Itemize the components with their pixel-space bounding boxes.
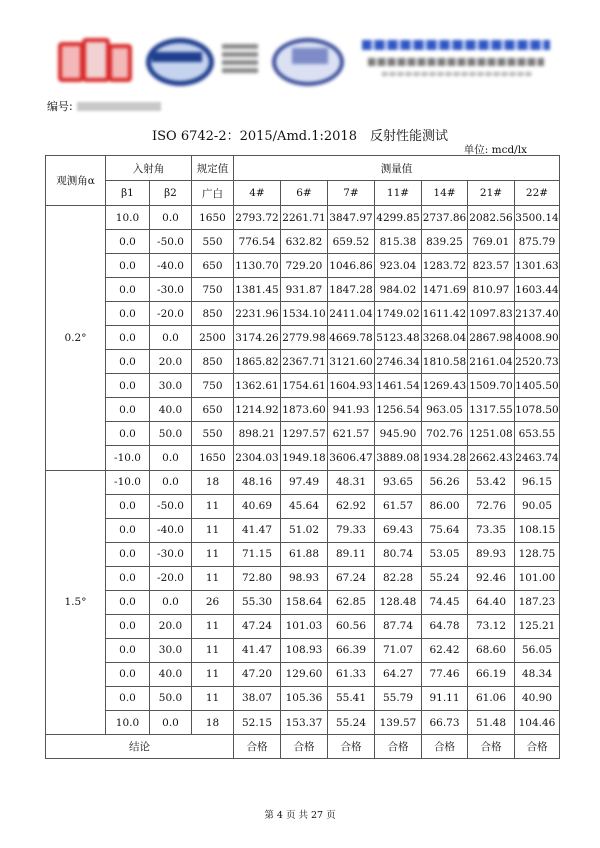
beta1-cell: 0.0 xyxy=(106,686,150,710)
beta2-cell: 30.0 xyxy=(150,374,192,398)
table-row xyxy=(46,494,560,518)
measured-value-cell: 38.07 xyxy=(234,686,281,710)
report-header xyxy=(0,0,600,100)
beta2-cell: 0.0 xyxy=(150,206,192,230)
measured-value-cell: 51.02 xyxy=(281,518,328,542)
measured-value-cell: 1604.93 xyxy=(328,374,375,398)
measured-value-cell: 2082.56 xyxy=(468,206,515,230)
beta1-cell: 0.0 xyxy=(106,374,150,398)
measured-value-cell: 1873.60 xyxy=(281,398,328,422)
measured-value-cell: 101.03 xyxy=(281,614,328,638)
measured-value-cell: 55.24 xyxy=(328,710,375,734)
measured-value-cell: 1381.45 xyxy=(234,278,281,302)
measured-value-cell: 839.25 xyxy=(422,230,468,254)
measured-value-cell: 2793.72 xyxy=(234,206,281,230)
measured-value-cell: 89.11 xyxy=(328,542,375,566)
measured-value-cell: 74.45 xyxy=(422,590,468,614)
beta2-cell: -30.0 xyxy=(150,278,192,302)
table-row xyxy=(46,566,560,590)
measured-value-cell: 56.05 xyxy=(515,638,560,662)
beta1-cell: 0.0 xyxy=(106,614,150,638)
measured-value-cell: 653.55 xyxy=(515,422,560,446)
measured-value-cell: 53.42 xyxy=(468,470,515,494)
accreditation-mark-icon xyxy=(222,44,258,80)
measured-value-cell: 62.42 xyxy=(422,638,468,662)
measured-value-cell: 1749.02 xyxy=(375,302,422,326)
beta1-cell: -10.0 xyxy=(106,470,150,494)
beta1-cell: 0.0 xyxy=(106,518,150,542)
measured-value-cell: 92.46 xyxy=(468,566,515,590)
beta1-cell: 10.0 xyxy=(106,710,150,734)
measured-value-cell: 1301.63 xyxy=(515,254,560,278)
conclusion-cell: 合格 xyxy=(515,735,560,759)
measured-value-cell: 56.26 xyxy=(422,470,468,494)
measured-value-cell: 1046.86 xyxy=(328,254,375,278)
measured-value-cell: 632.82 xyxy=(281,230,328,254)
measured-value-cell: 93.65 xyxy=(375,470,422,494)
beta2-cell: -20.0 xyxy=(150,302,192,326)
beta1-cell: 0.0 xyxy=(106,350,150,374)
measured-value-cell: 1754.61 xyxy=(281,374,328,398)
cma-logo xyxy=(58,38,130,82)
beta2-cell: 0.0 xyxy=(150,446,192,470)
measured-value-cell: 1509.70 xyxy=(468,374,515,398)
measured-value-cell: 2411.04 xyxy=(328,302,375,326)
retroreflection-table xyxy=(45,155,560,759)
specified-value-cell: 750 xyxy=(192,374,234,398)
sample-header: 14# xyxy=(422,181,468,206)
measured-value-cell: 1078.50 xyxy=(515,398,560,422)
measured-value-cell: 4299.85 xyxy=(375,206,422,230)
measured-value-cell: 125.21 xyxy=(515,614,560,638)
measured-value-cell: 108.93 xyxy=(281,638,328,662)
measured-value-cell: 702.76 xyxy=(422,422,468,446)
measured-value-cell: 2304.03 xyxy=(234,446,281,470)
measured-value-cell: 108.15 xyxy=(515,518,560,542)
beta2-cell: 0.0 xyxy=(150,710,192,734)
measured-value-cell: 2231.96 xyxy=(234,302,281,326)
organization-name-logo xyxy=(362,40,550,80)
measured-value-cell: 48.16 xyxy=(234,470,281,494)
measured-value-cell: 82.28 xyxy=(375,566,422,590)
measured-value-cell: 2779.98 xyxy=(281,326,328,350)
measured-value-cell: 5123.48 xyxy=(375,326,422,350)
measured-value-cell: 1461.54 xyxy=(375,374,422,398)
conclusion-row xyxy=(46,735,560,759)
entrance-angle-header: 入射角 xyxy=(106,156,192,181)
specified-value-cell: 2500 xyxy=(192,326,234,350)
measured-value-cell: 72.80 xyxy=(234,566,281,590)
table-row xyxy=(46,710,560,734)
conclusion-cell: 合格 xyxy=(281,735,328,759)
measured-value-cell: 2662.43 xyxy=(468,446,515,470)
measured-value-cell: 3606.47 xyxy=(328,446,375,470)
measured-value-cell: 1362.61 xyxy=(234,374,281,398)
measured-value-cell: 52.15 xyxy=(234,710,281,734)
measured-value-cell: 55.24 xyxy=(422,566,468,590)
measured-value-cell: 64.27 xyxy=(375,662,422,686)
specified-value-cell: 11 xyxy=(192,566,234,590)
measured-value-cell: 64.78 xyxy=(422,614,468,638)
measured-value-cell: 4008.90 xyxy=(515,326,560,350)
beta2-cell: 50.0 xyxy=(150,686,192,710)
measured-value-cell: 1847.28 xyxy=(328,278,375,302)
measured-value-cell: 1214.92 xyxy=(234,398,281,422)
measured-value-cell: 3268.04 xyxy=(422,326,468,350)
measured-value-cell: 153.37 xyxy=(281,710,328,734)
beta1-header: β1 xyxy=(106,181,150,206)
beta1-cell: 0.0 xyxy=(106,590,150,614)
specified-value-cell: 1650 xyxy=(192,446,234,470)
measured-value-cell: 2737.86 xyxy=(422,206,468,230)
beta2-cell: 0.0 xyxy=(150,470,192,494)
specified-value-cell: 18 xyxy=(192,710,234,734)
measured-value-cell: 71.15 xyxy=(234,542,281,566)
measured-value-cell: 105.36 xyxy=(281,686,328,710)
beta2-cell: 30.0 xyxy=(150,638,192,662)
sample-header: 7# xyxy=(328,181,375,206)
beta1-cell: -10.0 xyxy=(106,446,150,470)
beta1-cell: 0.0 xyxy=(106,566,150,590)
table-row xyxy=(46,278,560,302)
measured-value-cell: 90.05 xyxy=(515,494,560,518)
specified-value-cell: 650 xyxy=(192,398,234,422)
table-row xyxy=(46,326,560,350)
measured-value-cell: 66.73 xyxy=(422,710,468,734)
measured-value-cell: 47.24 xyxy=(234,614,281,638)
specified-value-cell: 550 xyxy=(192,422,234,446)
measured-value-cell: 1471.69 xyxy=(422,278,468,302)
beta2-cell: 0.0 xyxy=(150,326,192,350)
measured-value-cell: 55.41 xyxy=(328,686,375,710)
measured-value-cell: 898.21 xyxy=(234,422,281,446)
page-footer: 第 4 页 共 27 页 xyxy=(264,810,336,821)
measured-value-cell: 4669.78 xyxy=(328,326,375,350)
table-row xyxy=(46,590,560,614)
measured-value-cell: 769.01 xyxy=(468,230,515,254)
beta2-header: β2 xyxy=(150,181,192,206)
measured-value-cell: 1611.42 xyxy=(422,302,468,326)
table-row xyxy=(46,662,560,686)
measured-value-cell: 80.74 xyxy=(375,542,422,566)
measured-value-cell: 128.75 xyxy=(515,542,560,566)
measured-value-cell: 1949.18 xyxy=(281,446,328,470)
beta1-cell: 0.0 xyxy=(106,398,150,422)
measured-value-cell: 128.48 xyxy=(375,590,422,614)
measured-value-cell: 101.00 xyxy=(515,566,560,590)
table-header-row xyxy=(46,156,560,181)
measured-value-cell: 41.47 xyxy=(234,638,281,662)
specified-value-cell: 11 xyxy=(192,614,234,638)
measured-value-cell: 129.60 xyxy=(281,662,328,686)
measured-value-cell: 3174.26 xyxy=(234,326,281,350)
specified-value-cell: 1650 xyxy=(192,206,234,230)
beta1-cell: 0.0 xyxy=(106,542,150,566)
beta1-cell: 0.0 xyxy=(106,302,150,326)
measured-value-cell: 875.79 xyxy=(515,230,560,254)
measured-value-cell: 69.43 xyxy=(375,518,422,542)
specified-value-header: 规定值 xyxy=(192,156,234,181)
measured-value-cell: 2137.40 xyxy=(515,302,560,326)
measured-value-header: 测量值 xyxy=(234,156,560,181)
beta2-cell: 20.0 xyxy=(150,350,192,374)
specified-value-cell: 11 xyxy=(192,518,234,542)
measured-value-cell: 66.39 xyxy=(328,638,375,662)
measured-value-cell: 1405.50 xyxy=(515,374,560,398)
beta2-cell: -50.0 xyxy=(150,230,192,254)
table-row xyxy=(46,518,560,542)
measured-value-cell: 77.46 xyxy=(422,662,468,686)
table-row xyxy=(46,206,560,230)
document-number xyxy=(47,98,161,114)
beta1-cell: 0.0 xyxy=(106,422,150,446)
specified-value-cell: 11 xyxy=(192,494,234,518)
measured-value-cell: 158.64 xyxy=(281,590,328,614)
table-subheader-row xyxy=(46,181,560,206)
measured-value-cell: 1810.58 xyxy=(422,350,468,374)
measured-value-cell: 2867.98 xyxy=(468,326,515,350)
measured-value-cell: 91.11 xyxy=(422,686,468,710)
sample-header: 6# xyxy=(281,181,328,206)
measured-value-cell: 86.00 xyxy=(422,494,468,518)
measured-value-cell: 47.20 xyxy=(234,662,281,686)
measured-value-cell: 815.38 xyxy=(375,230,422,254)
conclusion-cell: 合格 xyxy=(422,735,468,759)
measured-value-cell: 2261.71 xyxy=(281,206,328,230)
measured-value-cell: 1130.70 xyxy=(234,254,281,278)
table-row xyxy=(46,230,560,254)
table-row xyxy=(46,398,560,422)
measured-value-cell: 931.87 xyxy=(281,278,328,302)
beta1-cell: 10.0 xyxy=(106,206,150,230)
measured-value-cell: 55.79 xyxy=(375,686,422,710)
measured-value-cell: 75.64 xyxy=(422,518,468,542)
measured-value-cell: 72.76 xyxy=(468,494,515,518)
measured-value-cell: 3847.97 xyxy=(328,206,375,230)
measured-value-cell: 62.85 xyxy=(328,590,375,614)
measured-value-cell: 1534.10 xyxy=(281,302,328,326)
specified-value-cell: 18 xyxy=(192,470,234,494)
measured-value-cell: 1865.82 xyxy=(234,350,281,374)
measured-value-cell: 1251.08 xyxy=(468,422,515,446)
beta2-cell: -50.0 xyxy=(150,494,192,518)
color-header: 广白 xyxy=(192,181,234,206)
beta2-cell: 40.0 xyxy=(150,662,192,686)
sample-header: 21# xyxy=(468,181,515,206)
measured-value-cell: 64.40 xyxy=(468,590,515,614)
beta1-cell: 0.0 xyxy=(106,278,150,302)
measured-value-cell: 1097.83 xyxy=(468,302,515,326)
measured-value-cell: 96.15 xyxy=(515,470,560,494)
measured-value-cell: 923.04 xyxy=(375,254,422,278)
measured-value-cell: 3500.14 xyxy=(515,206,560,230)
measured-value-cell: 621.57 xyxy=(328,422,375,446)
table-row xyxy=(46,614,560,638)
measured-value-cell: 71.07 xyxy=(375,638,422,662)
measured-value-cell: 139.57 xyxy=(375,710,422,734)
measured-value-cell: 963.05 xyxy=(422,398,468,422)
measured-value-cell: 941.93 xyxy=(328,398,375,422)
measured-value-cell: 51.48 xyxy=(468,710,515,734)
observation-angle-cell: 0.2° xyxy=(46,206,106,471)
beta2-cell: 0.0 xyxy=(150,590,192,614)
table-row xyxy=(46,302,560,326)
measured-value-cell: 659.52 xyxy=(328,230,375,254)
measured-value-cell: 3121.60 xyxy=(328,350,375,374)
unit-label: 单位: mcd/lx xyxy=(463,144,527,156)
table-row xyxy=(46,686,560,710)
measured-value-cell: 823.57 xyxy=(468,254,515,278)
measured-value-cell: 187.23 xyxy=(515,590,560,614)
measured-value-cell: 61.88 xyxy=(281,542,328,566)
measured-value-cell: 62.92 xyxy=(328,494,375,518)
observation-angle-header: 观测角α xyxy=(46,156,106,206)
beta1-cell: 0.0 xyxy=(106,494,150,518)
measured-value-cell: 98.93 xyxy=(281,566,328,590)
sample-header: 22# xyxy=(515,181,560,206)
conclusion-cell: 合格 xyxy=(328,735,375,759)
measured-value-cell: 97.49 xyxy=(281,470,328,494)
beta2-cell: 50.0 xyxy=(150,422,192,446)
specified-value-cell: 850 xyxy=(192,350,234,374)
measured-value-cell: 61.57 xyxy=(375,494,422,518)
beta1-cell: 0.0 xyxy=(106,230,150,254)
table-row xyxy=(46,542,560,566)
specified-value-cell: 850 xyxy=(192,302,234,326)
measured-value-cell: 68.60 xyxy=(468,638,515,662)
measured-value-cell: 2746.34 xyxy=(375,350,422,374)
measured-value-cell: 2367.71 xyxy=(281,350,328,374)
measured-value-cell: 1934.28 xyxy=(422,446,468,470)
beta2-cell: -40.0 xyxy=(150,518,192,542)
measured-value-cell: 40.90 xyxy=(515,686,560,710)
table-row xyxy=(46,350,560,374)
specified-value-cell: 11 xyxy=(192,638,234,662)
conclusion-cell: 合格 xyxy=(468,735,515,759)
measured-value-cell: 1317.55 xyxy=(468,398,515,422)
measured-value-cell: 2161.04 xyxy=(468,350,515,374)
sample-header: 11# xyxy=(375,181,422,206)
measured-value-cell: 1256.54 xyxy=(375,398,422,422)
observation-angle-cell: 1.5° xyxy=(46,470,106,735)
measured-value-cell: 729.20 xyxy=(281,254,328,278)
measured-value-cell: 73.35 xyxy=(468,518,515,542)
measured-value-cell: 61.06 xyxy=(468,686,515,710)
redacted-number xyxy=(77,102,161,111)
beta2-cell: 40.0 xyxy=(150,398,192,422)
measured-value-cell: 79.33 xyxy=(328,518,375,542)
measured-value-cell: 67.24 xyxy=(328,566,375,590)
measured-value-cell: 73.12 xyxy=(468,614,515,638)
conclusion-cell: 合格 xyxy=(234,735,281,759)
measured-value-cell: 55.30 xyxy=(234,590,281,614)
table-row xyxy=(46,422,560,446)
beta2-cell: -40.0 xyxy=(150,254,192,278)
measured-value-cell: 945.90 xyxy=(375,422,422,446)
beta1-cell: 0.0 xyxy=(106,326,150,350)
measured-value-cell: 48.34 xyxy=(515,662,560,686)
measured-value-cell: 1297.57 xyxy=(281,422,328,446)
beta1-cell: 0.0 xyxy=(106,662,150,686)
measured-value-cell: 60.56 xyxy=(328,614,375,638)
sample-header: 4# xyxy=(234,181,281,206)
beta2-cell: -20.0 xyxy=(150,566,192,590)
measured-value-cell: 45.64 xyxy=(281,494,328,518)
specified-value-cell: 650 xyxy=(192,254,234,278)
measured-value-cell: 87.74 xyxy=(375,614,422,638)
measured-value-cell: 61.33 xyxy=(328,662,375,686)
measured-value-cell: 2463.74 xyxy=(515,446,560,470)
table-row xyxy=(46,638,560,662)
measured-value-cell: 40.69 xyxy=(234,494,281,518)
table-row xyxy=(46,374,560,398)
specified-value-cell: 11 xyxy=(192,686,234,710)
ilac-logo xyxy=(272,38,344,82)
page-title: ISO 6742-2：2015/Amd.1:2018 反射性能测试 xyxy=(152,129,448,144)
beta2-cell: -30.0 xyxy=(150,542,192,566)
measured-value-cell: 1283.72 xyxy=(422,254,468,278)
table-row xyxy=(46,470,560,494)
conclusion-label: 结论 xyxy=(46,735,234,759)
measured-value-cell: 984.02 xyxy=(375,278,422,302)
measured-value-cell: 776.54 xyxy=(234,230,281,254)
measured-value-cell: 104.46 xyxy=(515,710,560,734)
measured-value-cell: 89.93 xyxy=(468,542,515,566)
measured-value-cell: 1269.43 xyxy=(422,374,468,398)
specified-value-cell: 26 xyxy=(192,590,234,614)
measured-value-cell: 48.31 xyxy=(328,470,375,494)
document-number-label: 编号: xyxy=(47,100,73,113)
beta2-cell: 20.0 xyxy=(150,614,192,638)
measured-value-cell: 66.19 xyxy=(468,662,515,686)
measured-value-cell: 810.97 xyxy=(468,278,515,302)
measured-value-cell: 41.47 xyxy=(234,518,281,542)
measured-value-cell: 53.05 xyxy=(422,542,468,566)
specified-value-cell: 550 xyxy=(192,230,234,254)
measured-value-cell: 2520.73 xyxy=(515,350,560,374)
cnas-logo xyxy=(146,38,208,80)
beta1-cell: 0.0 xyxy=(106,638,150,662)
measured-value-cell: 3889.08 xyxy=(375,446,422,470)
table-row xyxy=(46,254,560,278)
table-row xyxy=(46,446,560,470)
beta1-cell: 0.0 xyxy=(106,254,150,278)
specified-value-cell: 11 xyxy=(192,542,234,566)
specified-value-cell: 750 xyxy=(192,278,234,302)
specified-value-cell: 11 xyxy=(192,662,234,686)
conclusion-cell: 合格 xyxy=(375,735,422,759)
measured-value-cell: 1603.44 xyxy=(515,278,560,302)
